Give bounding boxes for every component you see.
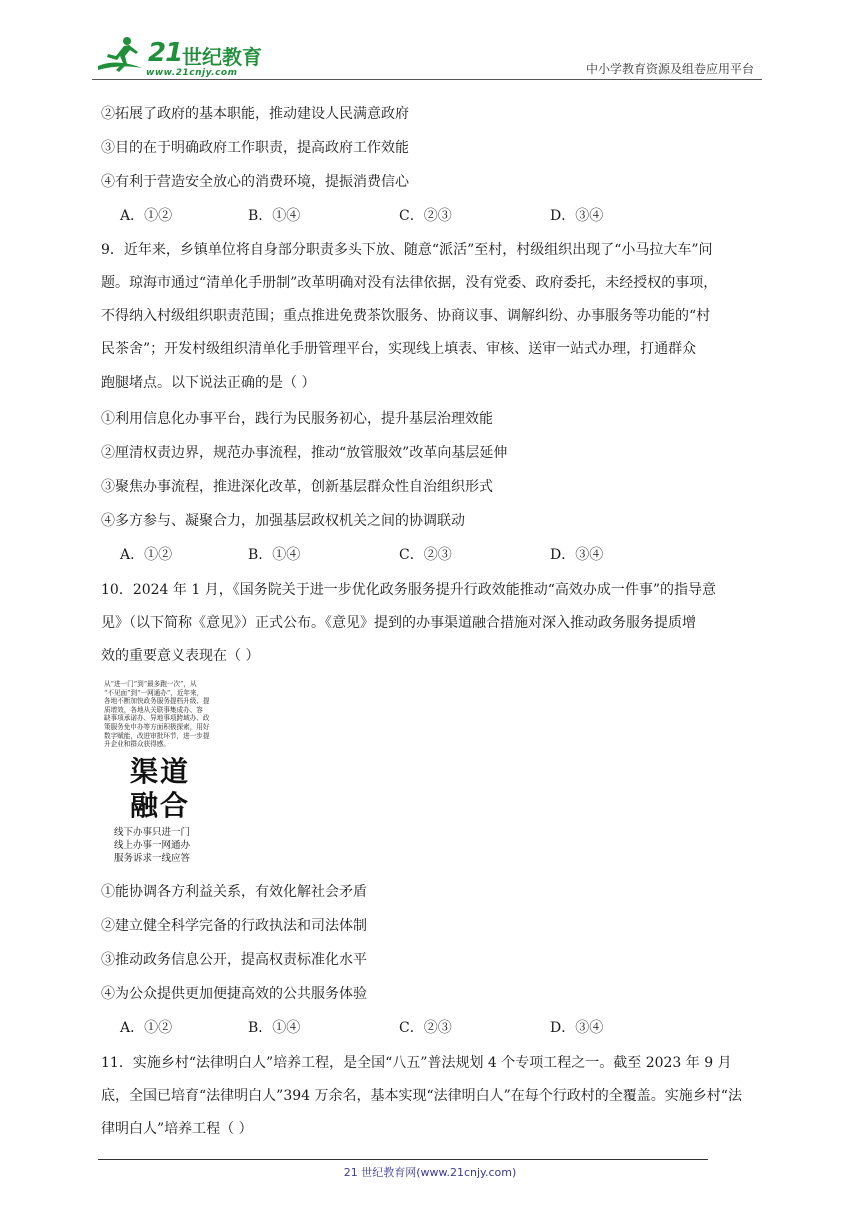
figure-title-line-1: 渠道 <box>130 755 191 788</box>
q9-stem-line: 不得纳入村级组织职责范围；重点推进免费茶饮服务、协商议事、调解纠纷、办事服务等功能的“村 <box>101 308 711 324</box>
q9-option-d[interactable]: D．③④ <box>550 547 604 563</box>
q8-option-c[interactable]: C．②③ <box>399 208 452 224</box>
logo-url: www.21cnjy.com <box>146 68 238 78</box>
q9-stem-line: 9．近年来，乡镇单位将自身部分职责多头下放、随意“派活”至村，村级组织出现了“小马拉大车”问 <box>101 242 713 258</box>
page-header <box>96 30 762 82</box>
q9-option-a[interactable]: A．①② <box>120 547 173 563</box>
q10-option-b[interactable]: B．①④ <box>248 1020 301 1036</box>
figure-list-item: 线下办事只进一门 <box>114 827 191 838</box>
q9-item-2: ②厘清权责边界，规范办事流程，推动“放管服效”改革向基层延伸 <box>101 445 508 461</box>
figure-text-line: 从“进一门”到“最多跑一次”，从 <box>104 680 197 688</box>
q10-stem-line: 10．2024 年 1 月，《国务院关于进一步优化政务服务提升行政效能推动“高效办成一件事”的指导意 <box>101 582 717 598</box>
q11-stem-line: 底，全国已培育“法律明白人”394 万余名，基本实现“法律明白人”在每个行政村的全覆盖。实施乡村“法 <box>101 1088 742 1104</box>
running-person-icon <box>96 36 148 78</box>
figure-list <box>114 826 190 865</box>
q8-item-4: ④有利于营造安全放心的消费环境，提振消费信心 <box>101 174 409 190</box>
figure-text-line: 各地不断加快政务服务提档升级、提 <box>104 697 210 706</box>
figure-text-line: 策服务免申办等方面积极探索，用好 <box>104 722 210 731</box>
figure-text-line: 质增效，各地从关联事集成办、容 <box>104 705 203 714</box>
q11-stem-line: 律明白人”培养工程（ ） <box>101 1121 253 1137</box>
q11-stem-line: 11．实施乡村“法律明白人”培养工程，是全国“八五”普法规划 4 个专项工程之一。截至 2023 年 9 月 <box>101 1055 732 1071</box>
q10-stem-line: 见》（以下简称《意见》）正式公布。《意见》提到的办事渠道融合措施对深入推动政务服务提质增 <box>101 615 696 631</box>
q10-item-3: ③推动政务信息公开，提高权责标准化水平 <box>101 952 367 968</box>
q10-option-d[interactable]: D．③④ <box>550 1020 604 1036</box>
figure-text-line: “不见面”到“一网通办”，近年来， <box>104 688 204 697</box>
q8-option-a[interactable]: A．①② <box>120 208 173 224</box>
q10-figure <box>104 680 232 866</box>
q9-item-1: ①利用信息化办事平台，践行为民服务初心，提升基层治理效能 <box>101 411 493 427</box>
q10-stem-line: 效的重要意义表现在（ ） <box>101 648 260 664</box>
figure-list-item: 服务诉求一线应答 <box>114 853 191 864</box>
figure-text-line: 升企业和群众获得感。 <box>104 740 170 749</box>
q9-stem-line: 题。琼海市通过“清单化手册制”改革明确对没有法律依据，没有党委、政府委托，未经授权的事项， <box>101 275 718 291</box>
figure-description <box>104 680 232 749</box>
q9-option-c[interactable]: C．②③ <box>399 547 452 563</box>
q8-item-3: ③目的在于明确政府工作职责，提高政府工作效能 <box>101 140 409 156</box>
q9-stem-line: 民茶舍”；开发村级组织清单化手册管理平台，实现线上填表、审核、送审一站式办理，打通群众 <box>101 341 697 357</box>
q10-item-2: ②建立健全科学完备的行政执法和司法体制 <box>101 918 367 934</box>
figure-list-item: 线上办事一网通办 <box>114 840 191 851</box>
logo-number: 21 <box>148 38 183 68</box>
q8-item-2: ②拓展了政府的基本职能，推动建设人民满意政府 <box>101 106 409 122</box>
header-tagline: 中小学教育资源及组卷应用平台 <box>585 62 754 76</box>
site-logo[interactable] <box>96 36 266 78</box>
header-divider <box>92 79 762 80</box>
page-footer[interactable]: 21 世纪教育网(www.21cnjy.com) <box>343 1166 517 1179</box>
q10-option-c[interactable]: C．②③ <box>399 1020 452 1036</box>
logo-name: 世纪教育 <box>182 45 262 69</box>
q9-stem-line: 跑腿堵点。以下说法正确的是（ ） <box>101 375 316 391</box>
footer-divider <box>98 1159 708 1160</box>
q8-option-d[interactable]: D．③④ <box>550 208 604 224</box>
q9-item-4: ④多方参与、凝聚合力，加强基层政权机关之间的协调联动 <box>101 513 465 529</box>
q10-option-a[interactable]: A．①② <box>120 1020 173 1036</box>
figure-title-line-2: 融合 <box>130 789 191 822</box>
q8-option-b[interactable]: B．①④ <box>248 208 301 224</box>
q9-option-b[interactable]: B．①④ <box>248 547 301 563</box>
figure-text-line: 数字赋能，改进审批环节，进一步提 <box>104 731 210 740</box>
q10-item-4: ④为公众提供更加便捷高效的公共服务体验 <box>101 986 367 1002</box>
q9-item-3: ③聚焦办事流程，推进深化改革，创新基层群众性自治组织形式 <box>101 479 493 495</box>
q10-item-1: ①能协调各方利益关系，有效化解社会矛盾 <box>101 884 367 900</box>
figure-text-line: 缺事项承诺办、异地事项跨域办、政 <box>104 714 210 723</box>
